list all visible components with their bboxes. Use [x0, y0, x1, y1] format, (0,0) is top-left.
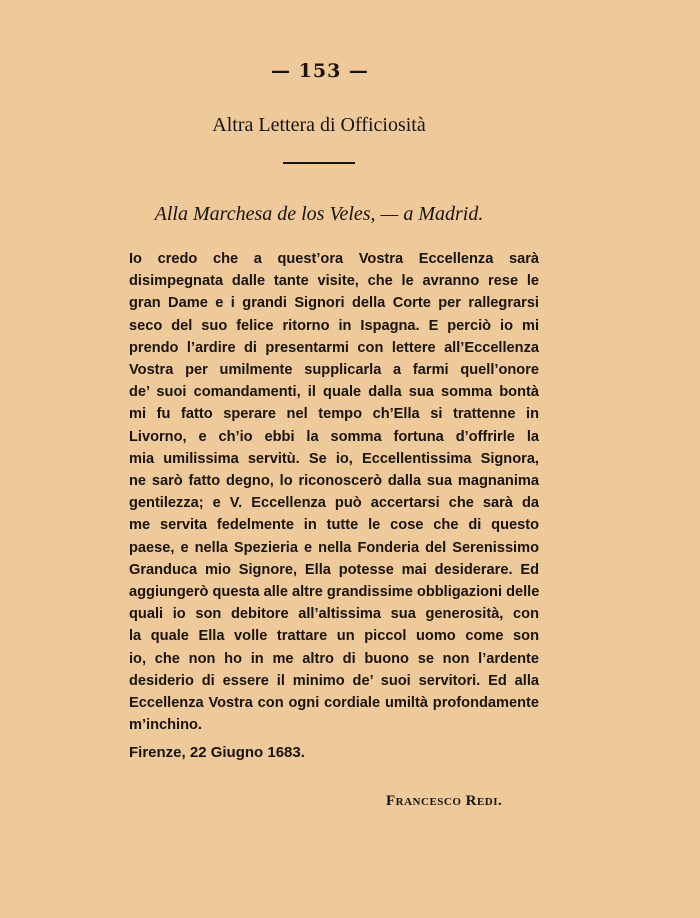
letter-body	[129, 248, 539, 736]
body-line: Granduca mio Signore, Ella potesse mai desiderare. Ed	[129, 561, 539, 578]
letter-title: Altra Lettera di Officiosità	[212, 114, 426, 136]
letter-signature: Francesco Redi.	[386, 793, 503, 809]
letter-addressee: Alla Marchesa de los Veles, — a Madrid.	[154, 203, 484, 225]
body-line: mia umilissima servitù. Se io, Eccellentissima Signora,	[129, 450, 539, 467]
body-line: ne sarò fatto degno, lo riconoscerò dalla sua magnanima	[129, 473, 539, 490]
body-line: gentilezza; e V. Eccellenza può accertarsi che sarà da	[129, 495, 539, 512]
body-line: aggiungerò questa alle altre grandissime obbligazioni delle	[129, 584, 540, 601]
body-line: mi fu fatto sperare nel tempo ch’Ella si trattenne in	[129, 406, 539, 423]
body-line: Livorno, e ch’io ebbi la somma fortuna d’offrirle la	[129, 428, 539, 445]
body-line: io, che non ho in me altro di buono se non l’ardente	[129, 650, 539, 667]
body-line: paese, e nella Spezieria e nella Fonderia del Serenissimo	[129, 539, 539, 556]
body-line: desiderio di essere il minimo de’ suoi servitori. Ed alla	[129, 672, 539, 689]
body-line: de’ suoi comandamenti, il quale dalla sua somma bontà	[129, 384, 539, 401]
title-divider	[283, 162, 355, 164]
body-line: Eccellenza Vostra con ogni cordiale umiltà profondamente	[129, 695, 539, 712]
body-line: la quale Ella volle trattare un piccol uomo come son	[129, 628, 539, 645]
body-line: Vostra per umilmente supplicarla a farmi quell’onore	[129, 362, 539, 379]
body-line: disimpegnata dalle tante visite, che le avranno rese le	[129, 273, 539, 290]
body-line: me servita fedelmente in tutte le cose che di questo	[129, 517, 539, 534]
body-line: m’inchino.	[129, 717, 202, 734]
letter-date: Firenze, 22 Giugno 1683.	[129, 744, 305, 761]
body-line: prendo l’ardire di presentarmi con lettere all’Eccellenza	[129, 339, 539, 356]
body-line: Io credo che a quest’ora Vostra Eccellenza sarà	[129, 251, 539, 267]
body-line: gran Dame e i grandi Signori della Corte per rallegrarsi	[129, 295, 539, 312]
body-line: quali io son debitore all’altissima sua generosità, con	[129, 606, 539, 623]
page-number: — 153 —	[271, 60, 369, 82]
body-line: seco del suo felice ritorno in Ispagna. E perciò io mi	[129, 317, 539, 334]
